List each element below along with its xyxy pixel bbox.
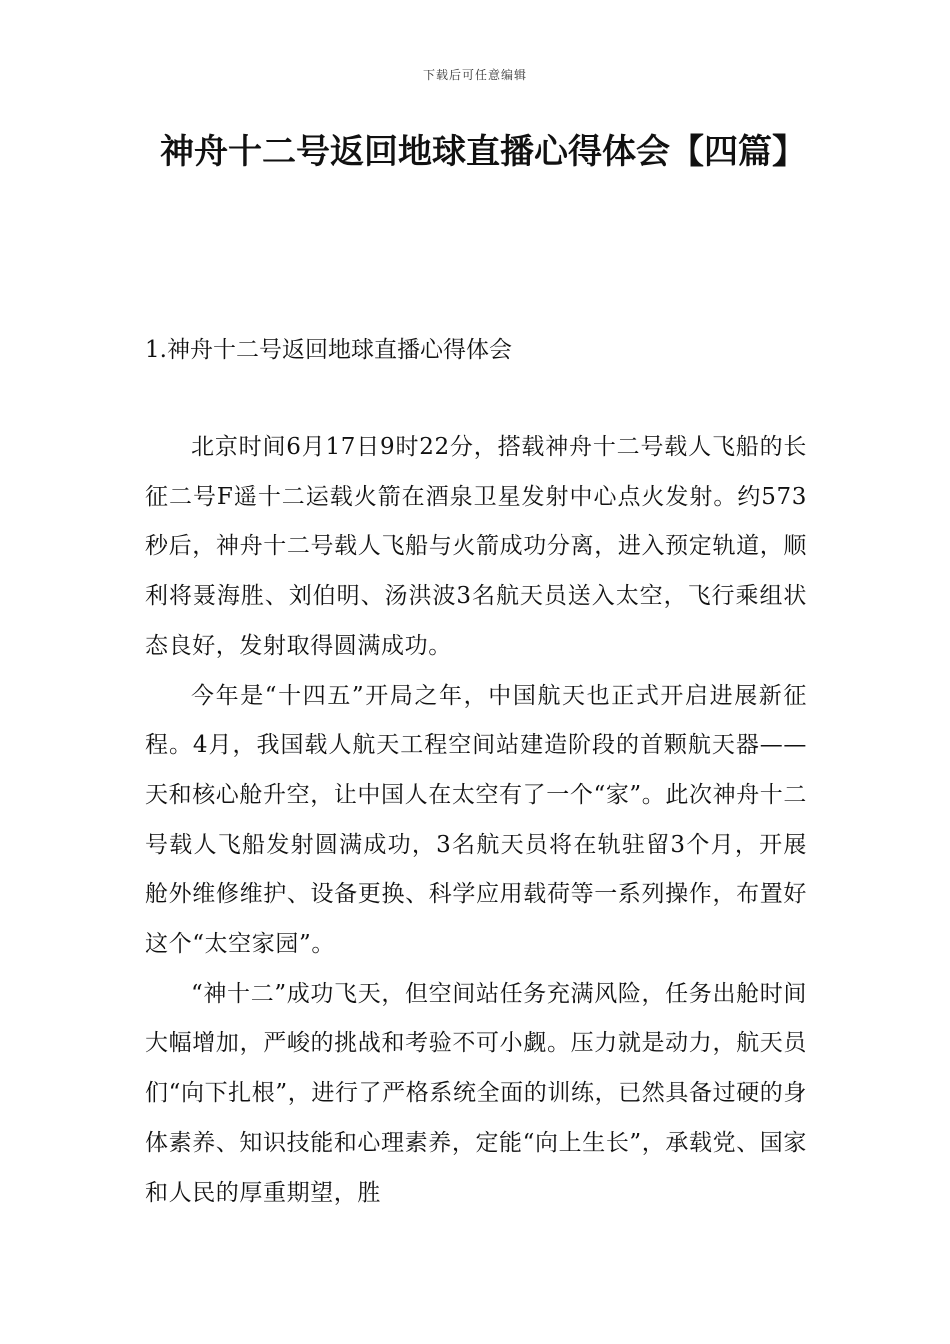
- document-title: 神舟十二号返回地球直播心得体会【四篇】: [160, 132, 806, 172]
- document-body: [145, 423, 807, 1218]
- header-note: 下载后可任意编辑: [422, 68, 527, 82]
- body-paragraph: “神十二”成功飞天，但空间站任务充满风险，任务出舱时间大幅增加，严峻的挑战和考验不可小觑。压力就是动力，航天员们“向下扎根”，进行了严格系统全面的训练，已然具备过硬的身体素养、知识技能和心理素养，定能“向上生长”，承载党、国家和人民的厚重期望，胜: [145, 980, 807, 1206]
- body-paragraph: 今年是“十四五”开局之年，中国航天也正式开启进展新征程。4月，我国载人航天工程空间站建造阶段的首颗航天器——天和核心舱升空，让中国人在太空有了一个“家”。此次神舟十二号载人飞船发射圆满成功，3名航天员将在轨驻留3个月，开展舱外维修维护、设备更换、科学应用载荷等一系列操作，布置好这个“太空家园”。: [145, 682, 807, 958]
- body-paragraph: 北京时间6月17日9时22分，搭载神舟十二号载人飞船的长征二号F遥十二运载火箭在酒泉卫星发射中心点火发射。约573秒后，神舟十二号载人飞船与火箭成功分离，进入预定轨道，顺利将聂海胜、刘伯明、汤洪波3名航天员送入太空，飞行乘组状态良好，发射取得圆满成功。: [145, 434, 807, 659]
- section-heading: 1.神舟十二号返回地球直播心得体会: [145, 337, 512, 363]
